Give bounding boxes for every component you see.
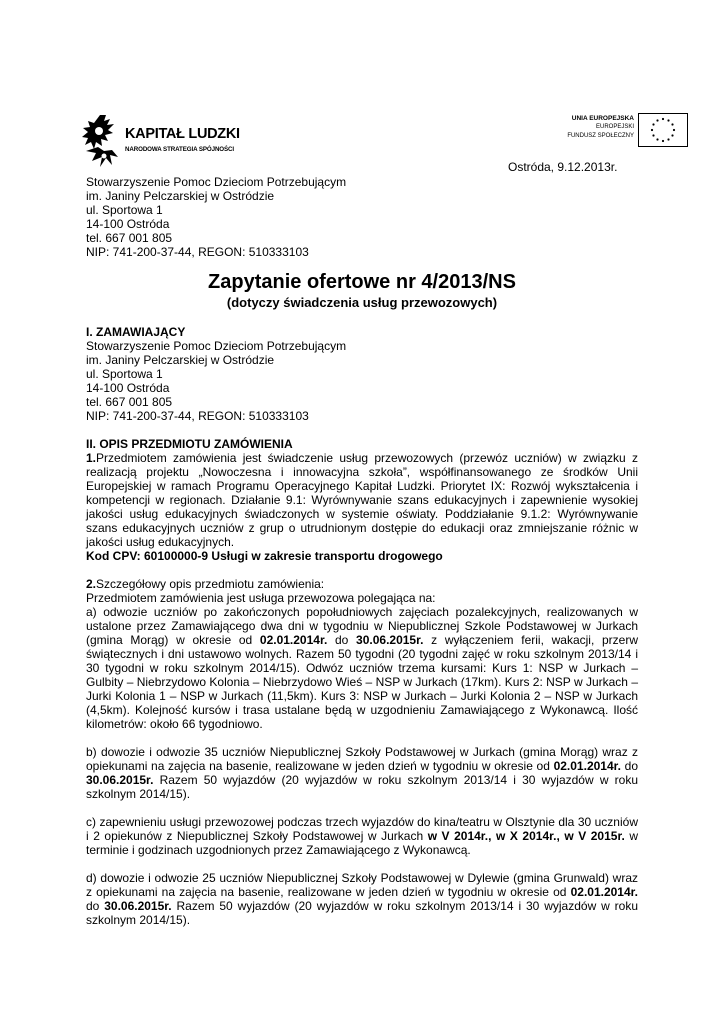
eu-logo-text — [567, 114, 634, 141]
item-a — [86, 605, 638, 731]
item-d-text-block — [86, 871, 638, 927]
sender-line: 14-100 Ostróda — [86, 217, 170, 231]
section-heading: II. OPIS PRZEDMIOTU ZAMÓWIENIA — [86, 437, 293, 451]
orderer-line: Stowarzyszenie Pomoc Dzieciom Potrzebującym — [86, 339, 347, 353]
paragraph-2-heading — [86, 577, 638, 591]
sender-address — [86, 175, 346, 259]
document-title: Zapytanie ofertowe nr 4/2013/NS — [208, 271, 516, 293]
eu-logo-line1: UNIA EUROPEJSKA — [571, 115, 634, 122]
item-a-date-start: 02.01.2014r. — [259, 633, 328, 647]
eu-logo-line2: EUROPEJSKI — [595, 124, 634, 130]
section-zamawiajacy — [86, 325, 346, 423]
kapital-ludzki-logo — [80, 111, 260, 171]
item-d-text: d) dowozie i odwozie 25 uczniów Niepublicznej Szkoły Podstawowej w Dylewie (gmina Grunwald) wraz z opiekunami na zajęcia na basenie, realizowane w jeden dzień w tygodniu w okresie od — [86, 871, 638, 899]
orderer-line: NIP: 741-200-37-44, REGON: 510333103 — [86, 409, 309, 423]
document-date: Ostróda, 9.12.2013r. — [508, 160, 618, 174]
item-d-text: Razem 50 wyjazdów (20 wyjazdów w roku szkolnym 2013/14 i 30 wyjazdów w roku szkolnym 2014/15). — [86, 899, 638, 927]
orderer-line: im. Janiny Pelczarskiej w Ostródzie — [86, 353, 275, 367]
item-b-date-start: 02.01.2014r. — [553, 759, 621, 773]
item-a-text: z wyłączeniem ferii, wakacji, przerw świątecznych i dni ustawowo wolnych. Razem 50 tygodni (20 tygodni zajęć w roku szkolnym 2013/14 i 30 tygodni w roku szkolnym 2014/15). Odwóz uczniów trzema kursami: Kurs 1: NSP w Jurkach – Gulbity – Niebrzydowo Kolonia – Niebrzydowo Wieś – NSP w Jurkach (17km). Kurs 2: NSP w Jurkach – Jurki Kolonia 1 – NSP w Jurkach (11,5km). Kurs 3: NSP w Jurkach – Jurki Kolonia 2 – NSP w Jurkach (4,5km). Kolejność kursów i trasa ustalane będą w uzgodnieniu Zamawiającego z Wykonawcą. Ilość kilometrów: około 66 tygodniowo. — [86, 633, 638, 731]
item-a-text: do — [327, 633, 357, 647]
orderer-line: ul. Sportowa 1 — [86, 367, 163, 381]
paragraph-number: 1. — [86, 451, 97, 465]
item-d-date-start: 02.01.2014r. — [570, 885, 638, 899]
paragraph-1 — [86, 451, 638, 563]
item-b-date-end: 30.06.2015r. — [86, 773, 154, 787]
paragraph-body: Przedmiotem zamówienia jest świadczenie usług przewozowych (przewóz uczniów) w związku z realizacją projektu „Nowoczesna i innowacyjna szkoła”, współfinansowanego ze środków Unii Europejskiej w ramach Programu Operacyjnego Kapitał Ludzki. Priorytet IX: Rozwój wykształcenia i kompetencji w regionach. Działanie 9.1: Wyrównywanie szans edukacyjnych i zapewnienie wysokiej jakości usług edukacyjnych świadczonych w systemie oświaty. Poddziałanie 9.1.2: Wyrównywanie szans edukacyjnych uczniów z grup o utrudnionym dostępie do edukacji oraz zmniejszanie różnic w jakości usług edukacyjnych. — [86, 451, 638, 549]
orderer-line: 14-100 Ostróda — [86, 381, 170, 395]
item-d-date-end: 30.06.2015r. — [104, 899, 172, 913]
item-b-text: b) dowozie i odwozie 35 uczniów Niepublicznej Szkoły Podstawowej w Jurkach (gmina Morąg) wraz z opiekunami na zajęcia na basenie, realizowane w jeden dzień w tygodniu w okresie od — [86, 745, 638, 773]
paragraph-2 — [86, 577, 638, 731]
logo-kl-subtitle: NARODOWA STRATEGIA SPÓJNOŚCI — [125, 146, 235, 153]
section-heading: I. ZAMAWIAJĄCY — [86, 325, 186, 339]
item-a-date-end: 30.06.2015r. — [356, 633, 424, 647]
logo-kl-title: KAPITAŁ LUDZKI — [125, 126, 240, 142]
item-c-text-block — [86, 815, 638, 857]
item-c-dates: w V 2014r., w X 2014r., w V 2015r. — [427, 829, 625, 843]
sender-line: im. Janiny Pelczarskiej w Ostródzie — [86, 189, 275, 203]
item-a-text: a) odwozie uczniów po zakończonych popołudniowych zajęciach pozalekcyjnych, realizowanych w ustalone przez Zamawiającego dwa dni w tygodniu w Niepublicznej Szkole Podstawowej w Jurkach (gmina Morąg) w okresie od — [86, 605, 638, 647]
item-c-text: c) zapewnieniu usługi przewozowej podczas trzech wyjazdów do kina/teatru w Olsztynie dla 30 uczniów i 2 opiekunów z Niepublicznej Szkoły Podstawowej w Jurkach — [86, 815, 638, 843]
sender-line: NIP: 741-200-37-44, REGON: 510333103 — [86, 245, 309, 259]
item-b — [86, 745, 638, 801]
item-b-text-block — [86, 745, 638, 801]
item-d-text: do — [86, 899, 105, 913]
cpv-code: Kod CPV: 60100000-9 Usługi w zakresie transportu drogowego — [86, 549, 443, 563]
eu-logo-line3: FUNDUSZ SPOŁECZNY — [567, 133, 634, 139]
item-b-text: do — [620, 759, 638, 773]
sender-line: ul. Sportowa 1 — [86, 203, 163, 217]
item-b-text: Razem 50 wyjazdów (20 wyjazdów w roku szkolnym 2013/14 i 30 wyjazdów w roku szkolnym 2014/15). — [86, 773, 638, 801]
eu-flag-icon — [638, 113, 688, 147]
paragraph-1-text — [86, 451, 638, 549]
kapital-ludzki-emblem-icon — [80, 111, 124, 169]
item-c-text: w terminie i godzinach uzgodnionych przez Zamawiającego z Wykonawcą. — [86, 829, 639, 857]
orderer-line: tel. 667 001 805 — [86, 395, 173, 409]
item-c — [86, 815, 638, 857]
item-d — [86, 871, 638, 927]
sender-line: tel. 667 001 805 — [86, 231, 173, 245]
paragraph-heading-text: Szczegółowy opis przedmiotu zamówienia: — [96, 577, 325, 591]
eu-logo — [548, 113, 688, 147]
paragraph-2-intro: Przedmiotem zamówienia jest usługa przewozowa polegająca na: — [86, 591, 436, 605]
paragraph-number: 2. — [86, 577, 97, 591]
sender-line: Stowarzyszenie Pomoc Dzieciom Potrzebującym — [86, 175, 347, 189]
document-subtitle: (dotyczy świadczenia usług przewozowych) — [226, 295, 498, 310]
